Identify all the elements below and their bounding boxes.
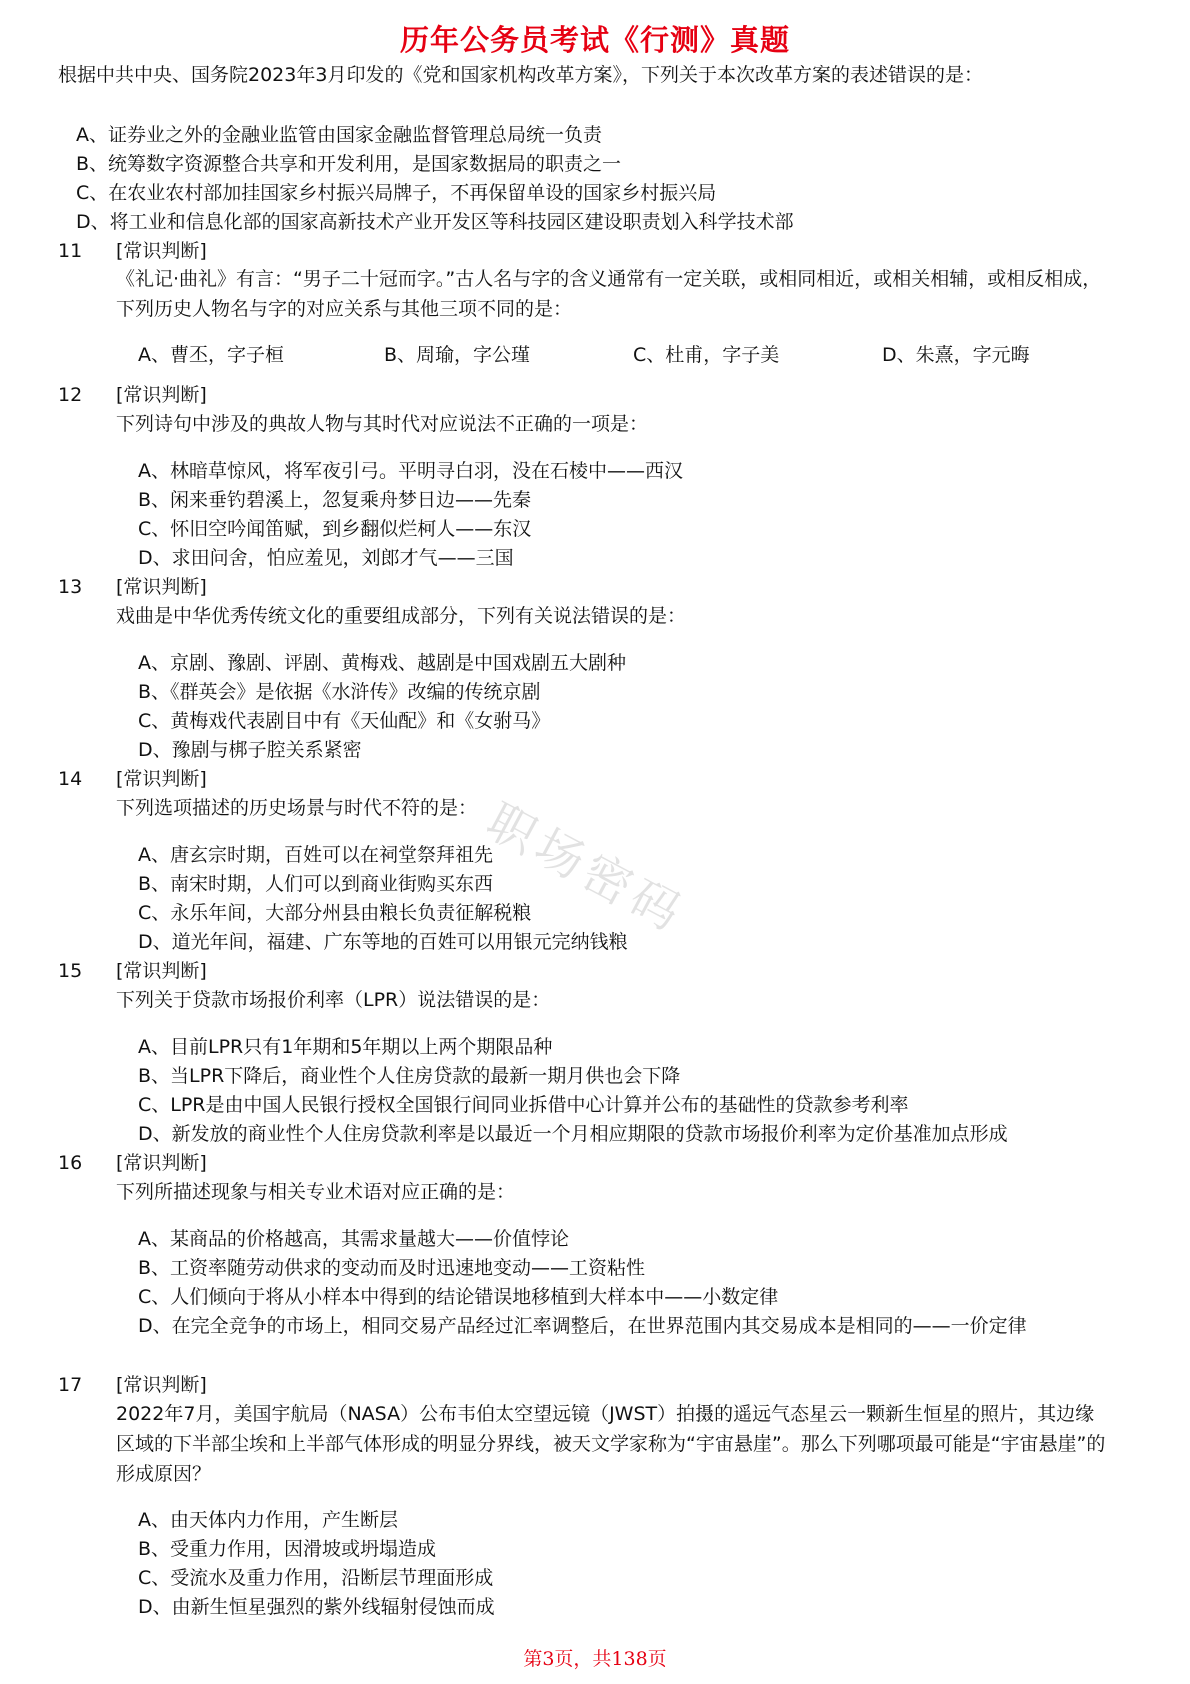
question-17-number: 17 bbox=[58, 1374, 83, 1396]
question-14-tag: [常识判断] bbox=[116, 768, 207, 790]
intro-option-a: A、证券业之外的金融业监管由国家金融监督管理总局统一负责 bbox=[76, 124, 602, 146]
intro-option-d: D、将工业和信息化部的国家高新技术产业开发区等科技园区建设职责划入科学技术部 bbox=[76, 211, 794, 233]
question-17-stem: 2022年7月，美国宇航局（NASA）公布韦伯太空望远镜（JWST）拍摄的遥远气态星云一颗新生恒星的照片，其边缘区域的下半部尘埃和上半部气体形成的明显分界线，被天文学家称为“宇宙悬崖”。那么下列哪项最可能是“宇宙悬崖”的形成原因？ bbox=[116, 1403, 1106, 1485]
question-12-option-c: C、怀旧空吟闻笛赋，到乡翻似烂柯人——东汉 bbox=[138, 518, 532, 540]
question-16-option-b: B、工资率随劳动供求的变动而及时迅速地变动——工资粘性 bbox=[138, 1257, 646, 1279]
question-15-option-a: A、目前LPR只有1年期和5年期以上两个期限品种 bbox=[138, 1036, 553, 1058]
page-title: 历年公务员考试《行测》真题 bbox=[399, 23, 790, 57]
question-11-option-d: D、朱熹，字元晦 bbox=[882, 344, 1030, 366]
question-13-number: 13 bbox=[58, 576, 83, 598]
question-17-option-a: A、由天体内力作用，产生断层 bbox=[138, 1509, 398, 1531]
watermark: 职场密码 bbox=[477, 793, 695, 944]
question-11-number: 11 bbox=[58, 240, 83, 262]
intro-option-c: C、在农业农村部加挂国家乡村振兴局牌子，不再保留单设的国家乡村振兴局 bbox=[76, 182, 717, 204]
question-13-option-a: A、京剧、豫剧、评剧、黄梅戏、越剧是中国戏剧五大剧种 bbox=[138, 652, 626, 674]
question-16-option-c: C、人们倾向于将从小样本中得到的结论错误地移植到大样本中——小数定律 bbox=[138, 1286, 779, 1308]
question-14-option-d: D、道光年间，福建、广东等地的百姓可以用银元完纳钱粮 bbox=[138, 931, 628, 953]
question-15-option-c: C、LPR是由中国人民银行授权全国银行间同业拆借中心计算并公布的基础性的贷款参考利率 bbox=[138, 1094, 909, 1116]
question-14-option-b: B、南宋时期，人们可以到商业街购买东西 bbox=[138, 873, 494, 895]
question-14-number: 14 bbox=[58, 768, 83, 790]
question-17-tag: [常识判断] bbox=[116, 1374, 207, 1396]
question-12-option-a: A、林暗草惊风，将军夜引弓。平明寻白羽，没在石棱中——西汉 bbox=[138, 460, 683, 482]
question-16-tag: [常识判断] bbox=[116, 1152, 207, 1174]
question-12-stem: 下列诗句中涉及的典故人物与其时代对应说法不正确的一项是： bbox=[116, 413, 649, 435]
question-12-option-b: B、闲来垂钓碧溪上，忽复乘舟梦日边——先秦 bbox=[138, 489, 532, 511]
question-13-option-b: B、《群英会》是依据《水浒传》改编的传统京剧 bbox=[138, 681, 541, 703]
question-15-tag: [常识判断] bbox=[116, 960, 207, 982]
question-13-tag: [常识判断] bbox=[116, 576, 207, 598]
question-11-option-b: B、周瑜，字公瑾 bbox=[384, 344, 531, 366]
question-15-number: 15 bbox=[58, 960, 83, 982]
question-16-number: 16 bbox=[58, 1152, 83, 1174]
question-16-stem: 下列所描述现象与相关专业术语对应正确的是： bbox=[116, 1181, 516, 1203]
question-13-stem: 戏曲是中华优秀传统文化的重要组成部分，下列有关说法错误的是： bbox=[116, 605, 687, 627]
question-15-option-b: B、当LPR下降后，商业性个人住房贷款的最新一期月供也会下降 bbox=[138, 1065, 681, 1087]
question-12-tag: [常识判断] bbox=[116, 384, 207, 406]
question-16-option-a: A、某商品的价格越高，其需求量越大——价值悖论 bbox=[138, 1228, 569, 1250]
question-17-option-d: D、由新生恒星强烈的紫外线辐射侵蚀而成 bbox=[138, 1596, 495, 1618]
question-17-option-c: C、受流水及重力作用，沿断层节理面形成 bbox=[138, 1567, 494, 1589]
question-17-option-b: B、受重力作用，因滑坡或坍塌造成 bbox=[138, 1538, 437, 1560]
intro-question-stem: 根据中共中央、国务院2023年3月印发的《党和国家机构改革方案》，下列关于本次改革方案的表述错误的是： bbox=[58, 64, 983, 86]
question-12-option-d: D、求田问舍，怕应羞见，刘郎才气——三国 bbox=[138, 547, 514, 569]
question-16-option-d: D、在完全竞争的市场上，相同交易产品经过汇率调整后，在世界范围内其交易成本是相同的——一价定律 bbox=[138, 1315, 1027, 1337]
question-13-option-d: D、豫剧与梆子腔关系紧密 bbox=[138, 739, 362, 761]
question-11-option-a: A、曹丕，字子桓 bbox=[138, 344, 284, 366]
question-15-stem: 下列关于贷款市场报价利率（LPR）说法错误的是： bbox=[116, 989, 551, 1011]
question-14-stem: 下列选项描述的历史场景与时代不符的是： bbox=[116, 797, 478, 819]
page-number: 第3页，共138页 bbox=[523, 1648, 667, 1670]
question-11-stem: 《礼记·曲礼》有言：“男子二十冠而字。”古人名与字的含义通常有一定关联，或相同相近，或相关相辅，或相反相成，下列历史人物名与字的对应关系与其他三项不同的是： bbox=[116, 268, 1102, 320]
question-14-option-a: A、唐玄宗时期，百姓可以在祠堂祭拜祖先 bbox=[138, 844, 493, 866]
question-11-tag: [常识判断] bbox=[116, 240, 207, 262]
question-11-option-c: C、杜甫，字子美 bbox=[633, 344, 780, 366]
question-15-option-d: D、新发放的商业性个人住房贷款利率是以最近一个月相应期限的贷款市场报价利率为定价基准加点形成 bbox=[138, 1123, 1008, 1145]
question-13-option-c: C、黄梅戏代表剧目中有《天仙配》和《女驸马》 bbox=[138, 710, 551, 732]
intro-option-b: B、统筹数字资源整合共享和开发利用，是国家数据局的职责之一 bbox=[76, 153, 622, 175]
question-12-number: 12 bbox=[58, 384, 83, 406]
question-14-option-c: C、永乐年间，大部分州县由粮长负责征解税粮 bbox=[138, 902, 532, 924]
